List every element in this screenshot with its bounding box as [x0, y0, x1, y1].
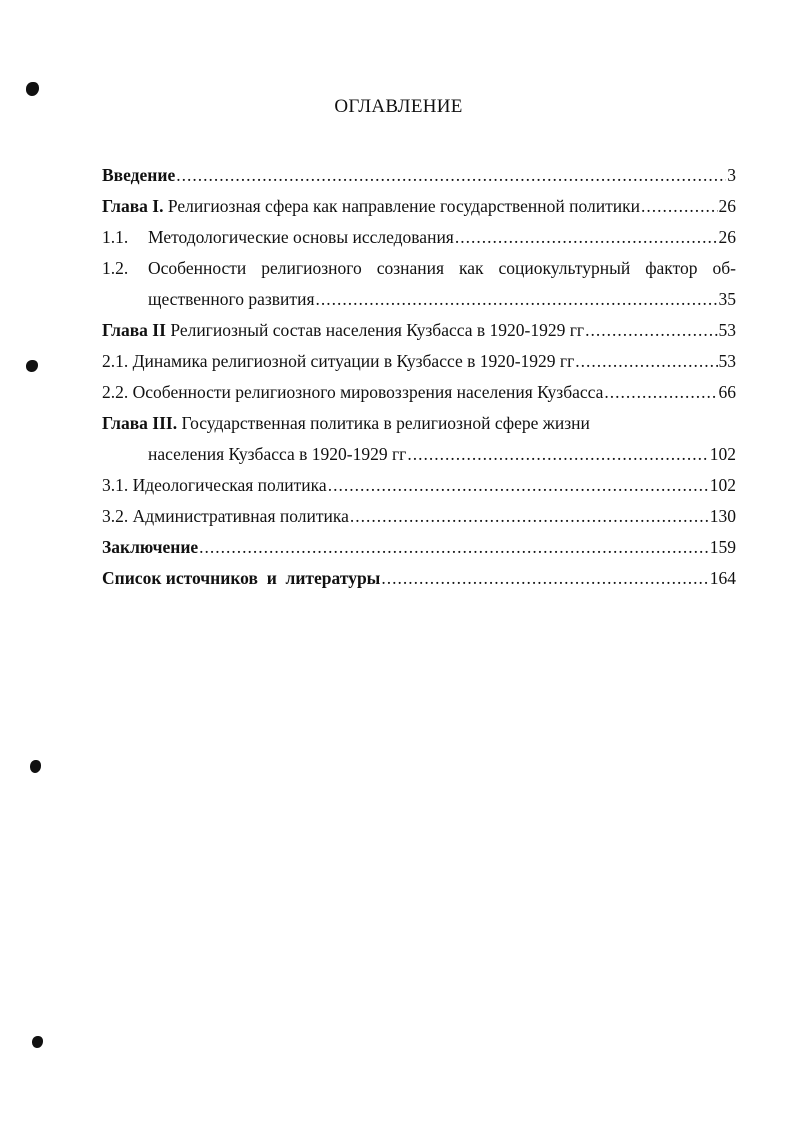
toc-entry-section-2-2: [102, 377, 736, 408]
toc-entry-page: 3: [727, 165, 736, 185]
toc-entry-page: 53: [718, 351, 736, 371]
toc-entry-page: 53: [718, 320, 736, 340]
toc-entry-section-1-2-continued: [102, 284, 736, 315]
toc-entry-label-line1: Государственная политика в религиозной сфере жизни: [177, 413, 590, 433]
toc-entry-chapter-1: [102, 191, 736, 222]
table-of-contents: [102, 160, 736, 594]
toc-entry-page: 102: [709, 444, 736, 464]
scan-speck: [26, 360, 38, 372]
toc-chapter-label: Глава III.: [102, 413, 178, 433]
page-title: ОГЛАВЛЕНИЕ: [334, 96, 463, 117]
toc-section-number: 1.1.: [102, 227, 129, 247]
toc-entry-page: 159: [709, 537, 736, 557]
toc-section-number: 2.1.: [102, 351, 129, 371]
toc-entry-label: Административная политика: [132, 506, 349, 526]
toc-section-number: 2.2.: [102, 382, 129, 402]
toc-entry-section-3-2: [102, 501, 736, 532]
toc-chapter-label: Глава I.: [102, 196, 164, 216]
toc-entry-label: Особенности религиозного мировоззрения населения Кузбасса: [132, 382, 604, 402]
toc-entry-label: Динамика религиозной ситуации в Кузбассе в 1920-1929 гг: [132, 351, 575, 371]
toc-entry-label: Религиозный состав населения Кузбасса в 1920-1929 гг: [165, 320, 585, 340]
toc-entry-page: 26: [718, 227, 736, 247]
toc-entry-section-3-1: [102, 470, 736, 501]
toc-entry-page: 66: [718, 382, 736, 402]
toc-section-number: 3.2.: [102, 506, 129, 526]
toc-entry-label-line2: населения Кузбасса в 1920-1929 гг: [148, 444, 407, 464]
toc-entry-section-1-1: [102, 222, 736, 253]
toc-entry-section-1-2: [102, 253, 736, 284]
toc-entry-label: Заключение: [102, 537, 199, 557]
scan-speck: [30, 760, 41, 773]
toc-section-number: 1.2.: [102, 258, 129, 278]
scan-speck: [32, 1036, 43, 1048]
toc-entry-page: 130: [709, 506, 736, 526]
toc-entry-page: 26: [718, 196, 736, 216]
toc-entry-label: Методологические основы исследования: [148, 227, 454, 247]
toc-entry-label: Список источников и литературы: [102, 568, 381, 588]
toc-entry-chapter-2: [102, 315, 736, 346]
toc-entry-page: 35: [718, 289, 736, 309]
toc-entry-chapter-3: [102, 408, 736, 439]
toc-entry-label-line2: щественного развития: [148, 289, 315, 309]
toc-entry-section-2-1: [102, 346, 736, 377]
toc-entry-introduction: [102, 160, 736, 191]
toc-entry-conclusion: [102, 532, 736, 563]
toc-entry-label: Идеологическая политика: [132, 475, 327, 495]
toc-entry-page: 102: [709, 475, 736, 495]
toc-chapter-label: Глава II: [102, 320, 166, 340]
toc-entry-bibliography: [102, 563, 736, 594]
toc-entry-label: Религиозная сфера как направление государственной политики: [163, 196, 641, 216]
toc-entry-label: Введение: [102, 165, 176, 185]
toc-entry-page: 164: [709, 568, 736, 588]
toc-entry-chapter-3-continued: [102, 439, 736, 470]
toc-entry-label-line1: Особенности религиозного сознания как социокультурный фактор об-: [148, 258, 736, 278]
scan-speck: [26, 82, 39, 96]
toc-section-number: 3.1.: [102, 475, 129, 495]
